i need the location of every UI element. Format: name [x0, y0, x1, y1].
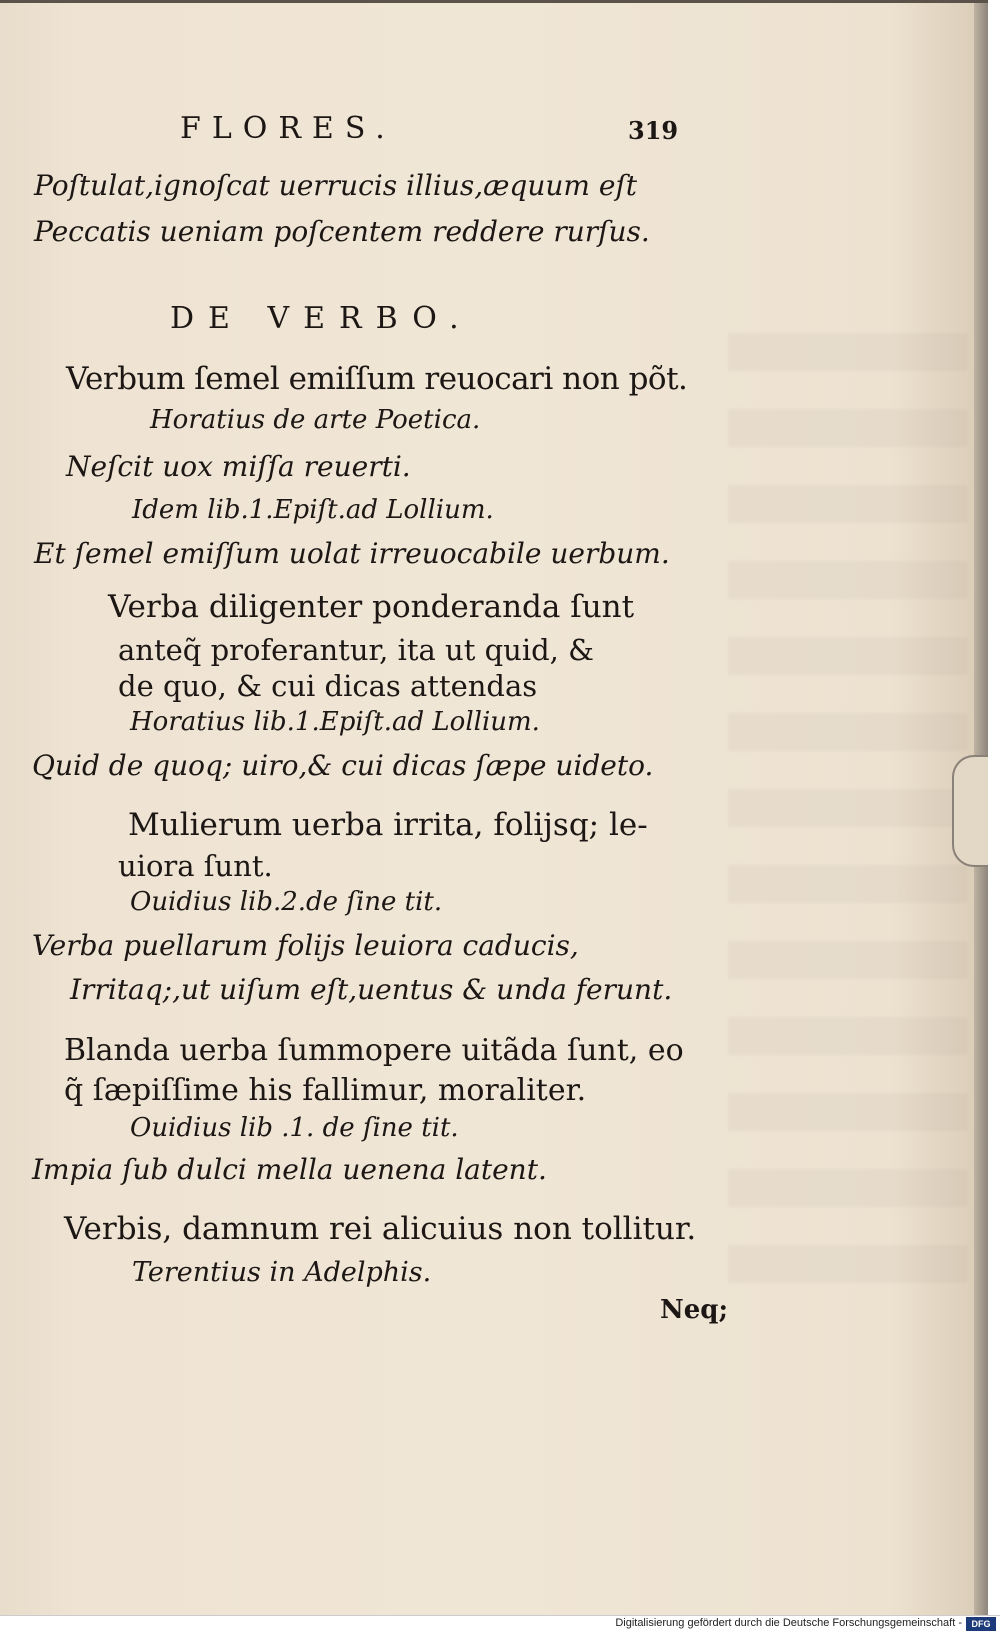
digitization-footer	[0, 1615, 1000, 1634]
catchword: Neq;	[660, 1295, 729, 1325]
verse-line: Verba puellarum folijs leuiora caducis,	[32, 929, 579, 962]
verse-line: Poſtulat,ignoſcat uerrucis illius,æquum eſt	[34, 169, 638, 202]
maxim: de quo, & cui dicas attendas	[118, 669, 538, 703]
source-citation: Ouidius lib .1. de ſine tit.	[130, 1113, 459, 1143]
verse-line: Irritaq;,ut uiſum eſt,uentus & unda ferunt.	[70, 973, 673, 1006]
running-title: FLORES.	[180, 111, 396, 146]
source-citation: Horatius lib.1.Epiſt.ad Lollium.	[130, 707, 540, 737]
source-citation: Terentius in Adelphis.	[132, 1257, 432, 1288]
maxim: Verba diligenter ponderanda ſunt	[108, 589, 635, 625]
footer-credit: Digitalisierung gefördert durch die Deutsche Forschungsgemeinschaft -	[615, 1617, 962, 1629]
verse-line: Neſcit uox miſſa reuerti.	[66, 450, 411, 483]
section-heading: DE VERBO.	[170, 301, 473, 336]
maxim: Mulierum uerba irrita, folijsq; le-	[128, 807, 648, 843]
source-citation: Idem lib.1.Epiſt.ad Lollium.	[132, 495, 494, 525]
verse-line: Et ſemel emiſſum uolat irreuocabile uerbum.	[34, 537, 670, 570]
verse-line: Peccatis ueniam poſcentem reddere rurſus.	[34, 215, 650, 248]
dfg-logo: DFG	[966, 1617, 996, 1631]
page-clasp	[952, 755, 988, 867]
source-citation: Ouidius lib.2.de ſine tit.	[130, 887, 443, 917]
maxim: Verbis, damnum rei alicuius non tollitur.	[64, 1211, 697, 1247]
verse-line: Impia ſub dulci mella uenena latent.	[32, 1153, 547, 1186]
page-number: 319	[628, 116, 679, 145]
maxim: Blanda uerba ſummopere uitãda ſunt, eo	[64, 1033, 684, 1068]
show-through-text	[728, 333, 968, 1313]
maxim: q̃ ſæpiſſime his fallimur, moraliter.	[64, 1073, 587, 1108]
maxim: Verbum ſemel emiſſum reuocari non põt.	[66, 361, 688, 397]
maxim: anteq̃ proferantur, ita ut quid, &	[118, 633, 594, 667]
verse-line: Quid de quoq; uiro,& cui dicas ſæpe uideto.	[32, 749, 654, 782]
maxim: uiora ſunt.	[118, 849, 273, 883]
source-citation: Horatius de arte Poetica.	[150, 405, 481, 435]
